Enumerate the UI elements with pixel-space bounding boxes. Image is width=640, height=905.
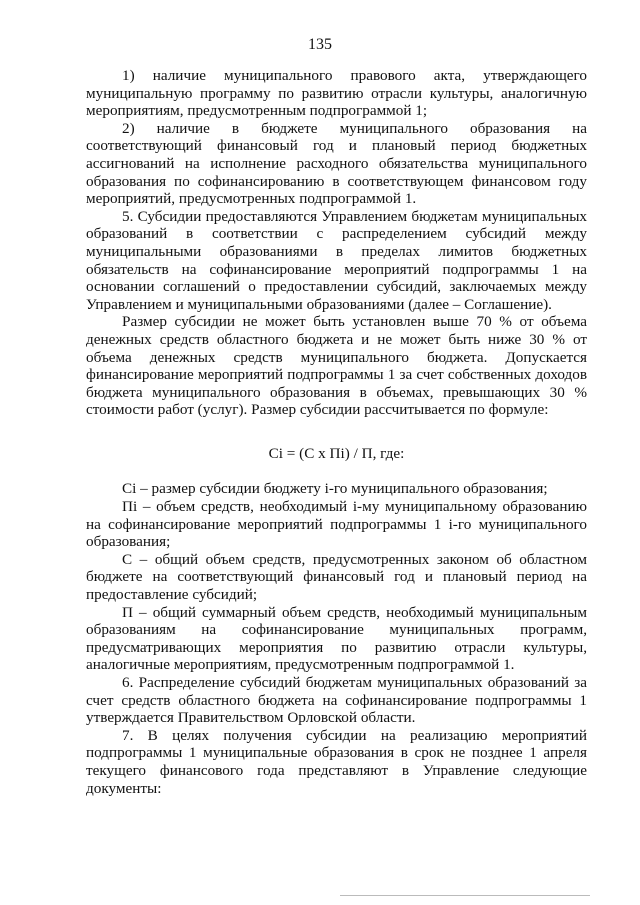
paragraph-section-5: 5. Субсидии предоставляются Управлением бюджетам муниципальных образований в соответствии с распределением субсидий между муниципальными образованиями в пределах лимитов бюджетных обязательств на софинансирование мероприятий подпрограммы 1 на основании соглашений о предоставлении субсидий, заключаемых между Управлением и муниципальными образованиями (далее – Соглашение). [86,207,587,313]
definition-ci: Ci – размер субсидии бюджету i-го муниципального образования; [122,480,548,498]
paragraph-section-6: 6. Распределение субсидий бюджетам муниципальных образований за счет средств областного бюджета на софинансирование подпрограммы 1 утверждается Правительством Орловской области. [86,674,587,727]
document-body [86,67,587,797]
paragraph-section-7: 7. В целях получения субсидии на реализацию мероприятий подпрограммы 1 муниципальные образования в срок не позднее 1 апреля текущего финансового года представляют в Управление следующие документы: [86,726,587,797]
paragraph-subsidy-size: Размер субсидии не может быть установлен выше 70 % от объема денежных средств областного бюджета и не может быть ниже 30 % от объема денежных средств муниципального бюджета. Допускается финансирование мероприятий подпрограммы 1 за счет собственных доходов бюджета муниципального образования в объемах, превышающих 30 % стоимости работ (услуг). Размер субсидии рассчитывается по формуле: [86,313,587,419]
scan-artifact-line [340,895,590,896]
page-number: 135 [308,36,332,53]
definition-c: С – общий объем средств, предусмотренных законом об областном бюджете на соответствующий финансовый год и плановый период на предоставление субсидий; [86,550,587,604]
definition-pi: Пi – объем средств, необходимый i-му муниципальному образованию на софинансирование мероприятий подпрограммы 1 i-го муниципального образования; [86,498,587,551]
paragraph-item-2: 2) наличие в бюджете муниципального образования на соответствующий финансовый год и плановый период бюджетных ассигнований на исполнение расходного обязательства муниципального образования по софинансированию в соответствующем финансовом году мероприятий, предусмотренных подпрограммой 1. [86,119,587,208]
subsidy-formula: Ci = (C x Пi) / П, где: [268,444,405,462]
definition-p: П – общий суммарный объем средств, необходимый муниципальным образованиям на софинансирование муниципальных программ, предусматривающих мероприятия по развитию отрасли культуры, аналогичные мероприятиям, предусмотренным подпрограммой 1. [86,603,587,674]
paragraph-item-1: 1) наличие муниципального правового акта, утверждающего муниципальную программу по развитию отрасли культуры, аналогичную мероприятиям, предусмотренным подпрограммой 1; [86,67,587,120]
